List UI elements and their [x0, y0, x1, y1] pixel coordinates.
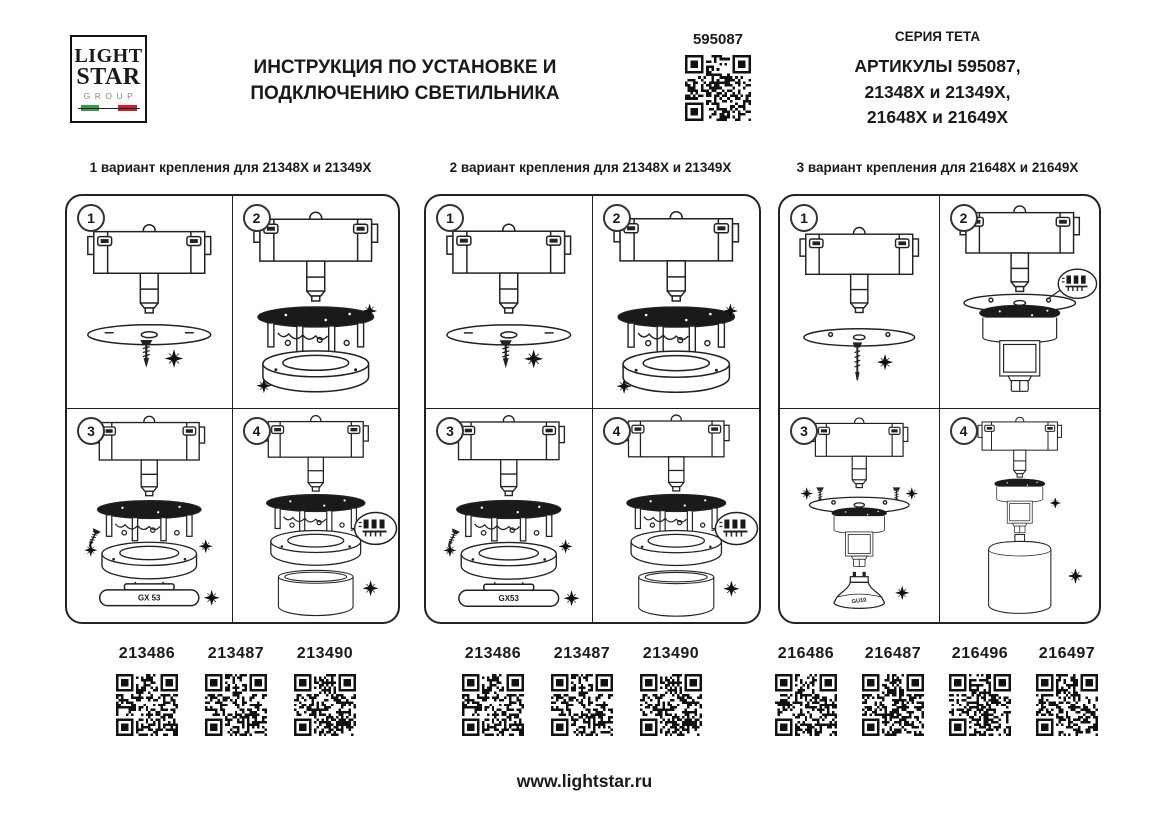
step-cell — [233, 409, 399, 622]
qr-item — [949, 645, 1011, 741]
step-cell — [780, 196, 940, 409]
qr-code-label: 213486 — [118, 645, 176, 662]
step-cell — [780, 409, 940, 622]
articles-line2: 21348X и 21349X, — [864, 81, 1011, 102]
step-cell — [426, 196, 593, 409]
qr-item — [775, 645, 837, 741]
page-title-line2: ПОДКЛЮЧЕНИЮ СВЕТИЛЬНИКА — [250, 83, 560, 104]
lamp-type-label: GU10 — [851, 597, 867, 606]
step-cell — [67, 196, 233, 409]
step-cell — [940, 196, 1100, 409]
panel-1-title: 1 вариант крепления для 21348X и 21349X — [89, 160, 372, 175]
lamp-type-label: GX 53 — [138, 593, 161, 603]
step-number-badge: 2 — [950, 204, 978, 232]
step-cell — [426, 409, 593, 622]
articles-line3: 21648X и 21649X — [866, 107, 1009, 127]
step-number-badge: 3 — [436, 417, 464, 445]
qr-code — [685, 55, 751, 121]
panel-3-title: 3 вариант крепления для 21648X и 21649X — [796, 160, 1079, 175]
qr-group-variant-2 — [462, 645, 702, 741]
qr-item — [1036, 645, 1098, 741]
logo-text-group: GROUP — [83, 91, 138, 101]
qr-group-variant-3 — [775, 645, 1098, 741]
qr-code — [205, 674, 267, 736]
lightstar-logo — [70, 35, 147, 123]
qr-code-label: 213486 — [464, 645, 522, 662]
qr-code-label: 213490 — [296, 645, 354, 662]
series-name: СЕРИЯ ТЕТА — [894, 29, 981, 44]
step-cell — [67, 409, 233, 622]
step-number-badge: 1 — [790, 204, 818, 232]
italian-flag-bar — [81, 105, 137, 111]
qr-item — [116, 645, 178, 741]
qr-item — [205, 645, 267, 741]
logo-text-star: STAR — [76, 64, 141, 90]
qr-code — [862, 674, 924, 736]
step-number-badge: 3 — [77, 417, 105, 445]
lamp-type-label: GX53 — [498, 594, 519, 604]
qr-code-label: 213490 — [642, 645, 700, 662]
qr-code-label: 216496 — [951, 645, 1009, 662]
qr-code-label: 213487 — [553, 645, 611, 662]
qr-code — [949, 674, 1011, 736]
qr-code-label: 216486 — [777, 645, 835, 662]
mounting-variant-2-panel — [424, 194, 761, 624]
qr-item — [551, 645, 613, 741]
qr-item — [294, 645, 356, 741]
step-number-badge: 1 — [436, 204, 464, 232]
article-code: 595087 — [692, 31, 744, 48]
series-block — [830, 29, 1045, 131]
qr-code — [1036, 674, 1098, 736]
qr-code-label: 216497 — [1038, 645, 1096, 662]
articles-line1: АРТИКУЛЫ 595087, — [854, 56, 1021, 76]
mounting-variant-3-panel — [778, 194, 1101, 624]
step-number-badge: 4 — [603, 417, 631, 445]
step-number-badge: 4 — [950, 417, 978, 445]
qr-code — [294, 674, 356, 736]
mounting-variant-1-panel — [65, 194, 400, 624]
step-number-badge: 3 — [790, 417, 818, 445]
qr-code — [640, 674, 702, 736]
qr-code — [116, 674, 178, 736]
step-cell — [940, 409, 1100, 622]
page-title — [175, 55, 635, 107]
article-qr-wrapper — [685, 55, 751, 126]
qr-group-variant-1 — [116, 645, 356, 741]
step-number-badge: 4 — [243, 417, 271, 445]
articles-list — [830, 54, 1045, 131]
logo-text-light: LIGHT — [74, 45, 143, 67]
step-cell — [233, 196, 399, 409]
qr-item — [462, 645, 524, 741]
website-url: www.lightstar.ru — [516, 771, 653, 791]
step-number-badge: 1 — [77, 204, 105, 232]
qr-code-label: 216487 — [864, 645, 922, 662]
step-cell — [593, 196, 760, 409]
qr-item — [640, 645, 702, 741]
qr-code — [551, 674, 613, 736]
qr-code-label: 213487 — [207, 645, 265, 662]
qr-code — [462, 674, 524, 736]
qr-item — [862, 645, 924, 741]
panel-2-title: 2 вариант крепления для 21348X и 21349X — [449, 160, 732, 175]
page-title-line1: ИНСТРУКЦИЯ ПО УСТАНОВКЕ И — [253, 57, 557, 78]
qr-code — [775, 674, 837, 736]
step-number-badge: 2 — [603, 204, 631, 232]
step-number-badge: 2 — [243, 204, 271, 232]
step-cell — [593, 409, 760, 622]
